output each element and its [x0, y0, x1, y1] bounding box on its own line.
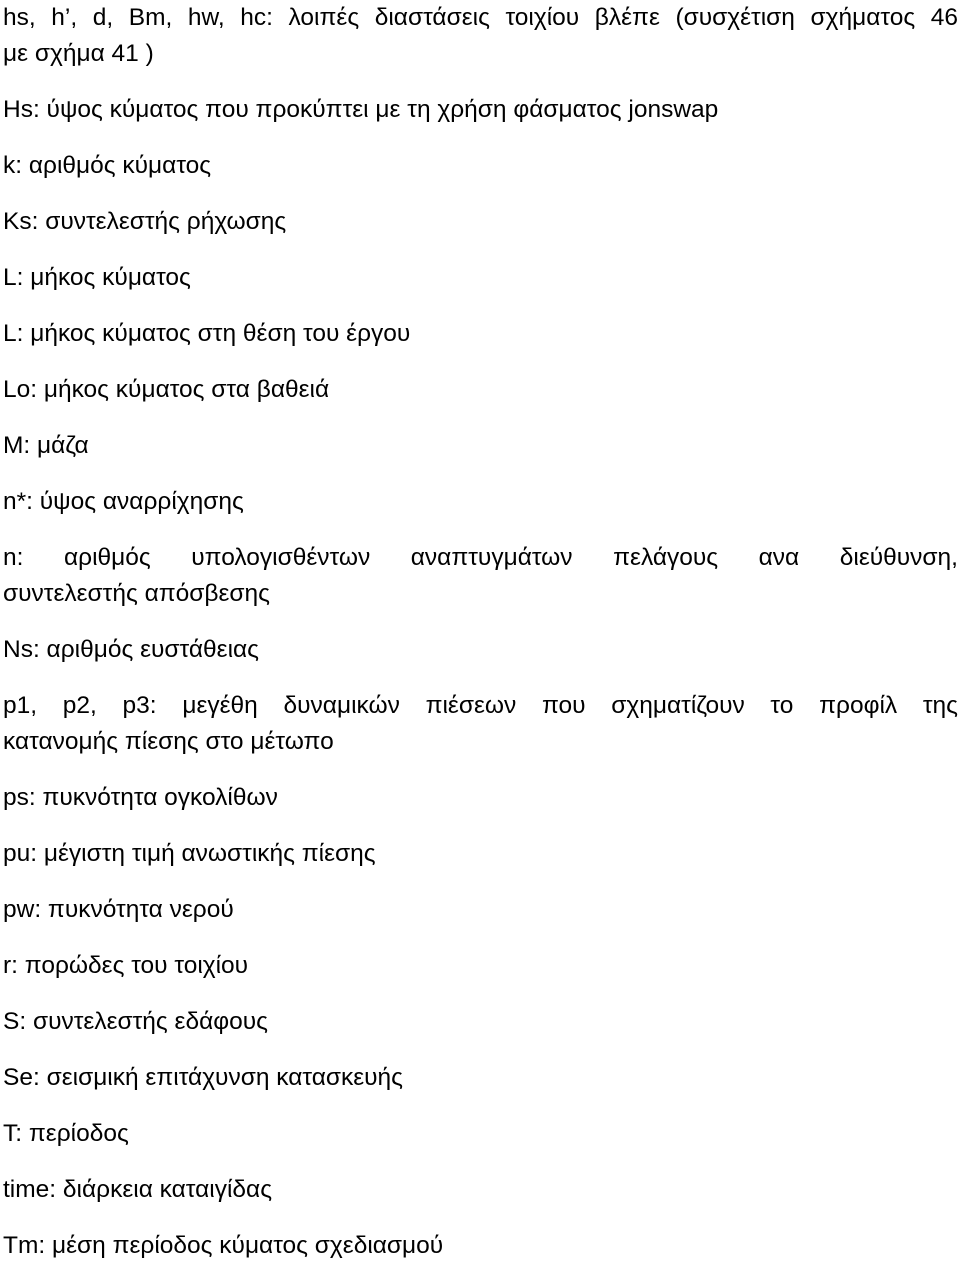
entry-line: n: αριθμός υπολογισθέντων αναπτυγμάτων πελάγους ανα διεύθυνση, — [3, 544, 958, 571]
entry-Ks — [3, 204, 958, 240]
entry-line: Ks: συντελεστής ρήχωσης — [3, 208, 287, 235]
entry-Hs — [3, 92, 958, 128]
entry-k — [3, 148, 958, 184]
entry-line: r: πορώδες του τοιχίου — [3, 952, 249, 979]
entry-r — [3, 948, 958, 984]
entry-pu — [3, 836, 958, 872]
entry-line: pw: πυκνότητα νερού — [3, 896, 234, 923]
entry-M — [3, 428, 958, 464]
entry-line: Tm: μέση περίοδος κύματος σχεδιασμού — [3, 1232, 444, 1259]
entry-Tm — [3, 1228, 958, 1264]
entry-line: pu: μέγιστη τιμή ανωστικής πίεσης — [3, 840, 376, 867]
entry-ps — [3, 780, 958, 816]
entry-hs-h-d-bm-hw-hc — [3, 0, 958, 72]
entry-n-star — [3, 484, 958, 520]
entry-line: Se: σεισμική επιτάχυνση κατασκευής — [3, 1064, 403, 1091]
entry-Ns — [3, 632, 958, 668]
entry-L-site — [3, 316, 958, 352]
entry-line: κατανομής πίεσης στο μέτωπο — [3, 728, 334, 755]
entry-line: ps: πυκνότητα ογκολίθων — [3, 784, 278, 811]
document-page — [3, 0, 958, 1284]
entry-line: hs, h’, d, Bm, hw, hc: λοιπές διαστάσεις τοιχίου βλέπε (συσχέτιση σχήματος 46 — [3, 4, 958, 31]
entry-line: k: αριθμός κύματος — [3, 152, 212, 179]
entry-L — [3, 260, 958, 296]
entry-line: n*: ύψος αναρρίχησης — [3, 488, 244, 515]
entry-line: S: συντελεστής εδάφους — [3, 1008, 268, 1035]
entry-line: με σχήμα 41 ) — [3, 40, 154, 67]
entry-line: time: διάρκεια καταιγίδας — [3, 1176, 273, 1203]
entry-line: Lo: μήκος κύματος στα βαθειά — [3, 376, 330, 403]
entry-line: M: μάζα — [3, 432, 89, 459]
entry-time — [3, 1172, 958, 1208]
entry-Se — [3, 1060, 958, 1096]
entry-S — [3, 1004, 958, 1040]
entry-n — [3, 540, 958, 612]
entry-Lo — [3, 372, 958, 408]
entry-p1-p2-p3 — [3, 688, 958, 760]
entry-T — [3, 1116, 958, 1152]
entry-line: Hs: ύψος κύματος που προκύπτει με τη χρήση φάσματος jonswap — [3, 96, 719, 123]
entry-pw — [3, 892, 958, 928]
entry-line: T: περίοδος — [3, 1120, 129, 1147]
entry-line: συντελεστής απόσβεσης — [3, 580, 270, 607]
entry-line: L: μήκος κύματος — [3, 264, 191, 291]
entry-line: p1, p2, p3: μεγέθη δυναμικών πιέσεων που σχηματίζουν το προφίλ της — [3, 692, 958, 719]
entry-line: L: μήκος κύματος στη θέση του έργου — [3, 320, 411, 347]
entry-line: Ns: αριθμός ευστάθειας — [3, 636, 259, 663]
